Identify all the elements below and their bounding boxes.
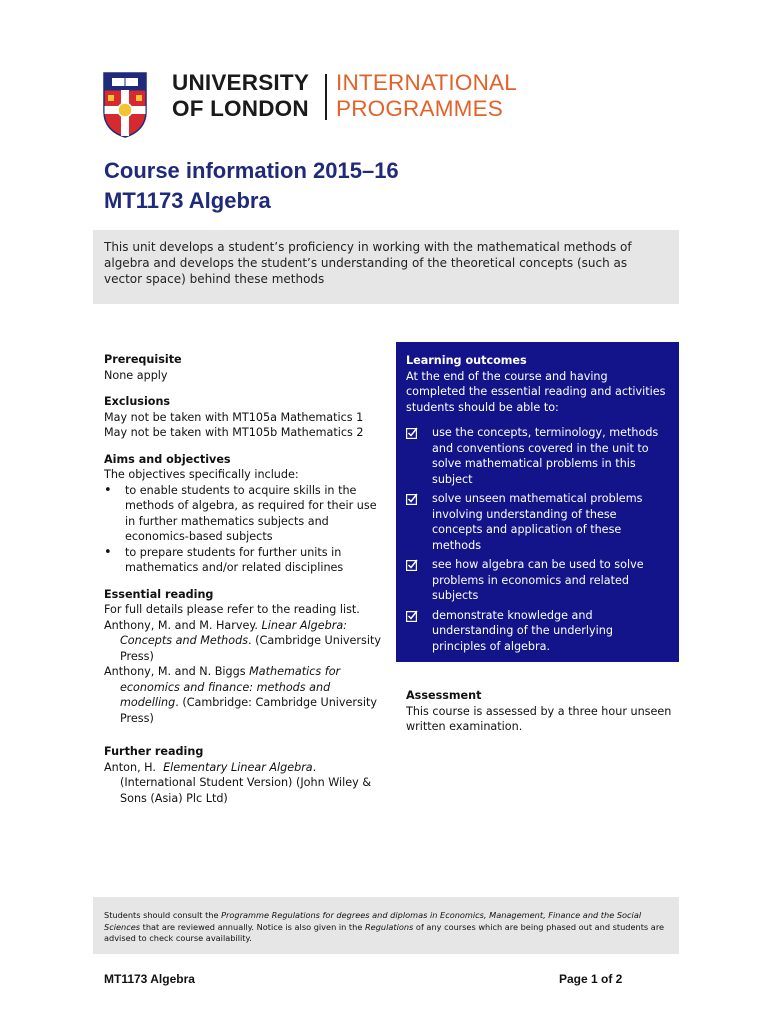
ref-title: Elementary Linear Algebra (163, 760, 313, 774)
ref-publisher: . (Cambridge: Cambridge University Press) (120, 696, 377, 725)
outcome-text: use the concepts, terminology, methods and conventions covered in the unit to solve mathematical problems in this subject (432, 426, 659, 486)
learning-outcomes-intro: At the end of the course and having completed the essential reading and activities students should be able to: (406, 369, 666, 414)
programmes-name (336, 70, 517, 122)
prerequisite-heading: Prerequisite (104, 353, 182, 366)
university-line-1: UNIVERSITY (172, 70, 310, 95)
ref-title: Mathematics for economics and finance: methods and modelling (120, 665, 341, 709)
notice-part: that are reviewed annually. Notice is also given in the (140, 921, 365, 932)
notice-part: of any courses which are being phased out and students are advised to check course availability. (104, 921, 665, 943)
exclusion-item: May not be taken with MT105b Mathematics 2 (104, 426, 364, 439)
exclusion-item: May not be taken with MT105a Mathematics 1 (104, 410, 364, 424)
ref-publisher: . (International Student Version) (John Wiley & Sons (Asia) Plc Ltd) (120, 760, 372, 805)
ref-author: Anton, H. (104, 760, 156, 774)
university-line-2: OF LONDON (172, 96, 309, 121)
ref-publisher: . (Cambridge University Press) (120, 634, 381, 663)
university-name (172, 70, 309, 122)
outcome-item (406, 557, 669, 604)
assessment-text: This course is assessed by a three hour unseen written examination. (406, 704, 672, 733)
assessment-heading: Assessment (406, 689, 482, 702)
aims-heading: Aims and objectives (104, 452, 231, 466)
prerequisite-text: None apply (104, 368, 168, 382)
checked-box-icon (406, 427, 418, 439)
ref-author: Anthony, M. and N. Biggs (104, 665, 246, 678)
essential-reading-intro: For full details please refer to the reading list. (104, 603, 360, 616)
programmes-line-1: INTERNATIONAL (336, 70, 517, 95)
university-crest-icon (103, 72, 147, 138)
aims-bullet: • to prepare students for further units in mathematics and/or related disciplines (104, 545, 389, 576)
checked-box-icon (406, 610, 418, 622)
ref-title: Linear Algebra: Concepts and Methods (120, 618, 347, 647)
aims-intro: The objectives specifically include: (104, 468, 299, 481)
page-title (104, 156, 399, 216)
header-divider (325, 74, 327, 120)
left-column (104, 352, 389, 806)
ref-author: Anthony, M. and M. Harvey. (104, 618, 258, 632)
reading-reference (104, 664, 389, 726)
outcome-item (406, 425, 669, 487)
checked-box-icon (406, 493, 418, 505)
programmes-line-2: PROGRAMMES (336, 96, 504, 121)
assessment-section (406, 688, 676, 735)
reading-reference (104, 618, 389, 665)
checked-box-icon (406, 559, 418, 571)
notice-part: Students should consult the (104, 910, 222, 920)
notice-italic: Regulations (364, 921, 414, 932)
notice-italic: Programme Regulations for degrees and diplomas in Economics, Management, Finance and the Social Sciences (104, 910, 642, 932)
title-line-1: Course information 2015–16 (104, 158, 399, 183)
learning-outcomes-box (396, 342, 679, 662)
intro-text: This unit develops a student’s proficiency in working with the mathematical methods of algebra and develops the student’s understanding of the theoretical concepts (such as vector space) behind these methods (104, 240, 632, 286)
regulations-notice (93, 897, 679, 954)
notice-text (93, 897, 679, 945)
intro-box (93, 230, 679, 304)
exclusions-heading: Exclusions (104, 395, 171, 408)
outcome-item (406, 608, 669, 655)
footer-page-number: Page 1 of 2 (559, 972, 623, 986)
outcome-item (406, 491, 669, 553)
outcome-text: see how algebra can be used to solve problems in economics and related subjects (432, 558, 644, 602)
essential-reading-heading: Essential reading (104, 587, 214, 601)
outcome-text: solve unseen mathematical problems involving understanding of these concepts and application of these methods (432, 492, 643, 552)
further-reading-heading: Further reading (104, 745, 204, 758)
footer-course-code: MT1173 Algebra (104, 972, 195, 986)
aims-bullet: • to enable students to acquire skills in the methods of algebra, as required for their use in further mathematics subjects and economics-based subjects (104, 483, 389, 545)
title-line-2: MT1173 Algebra (104, 188, 271, 213)
reading-reference (104, 760, 389, 807)
learning-outcomes-heading: Learning outcomes (406, 354, 527, 367)
outcome-text: demonstrate knowledge and understanding of the underlying principles of algebra. (432, 608, 613, 653)
learning-outcomes-list (406, 425, 669, 654)
aims-list (104, 483, 389, 576)
